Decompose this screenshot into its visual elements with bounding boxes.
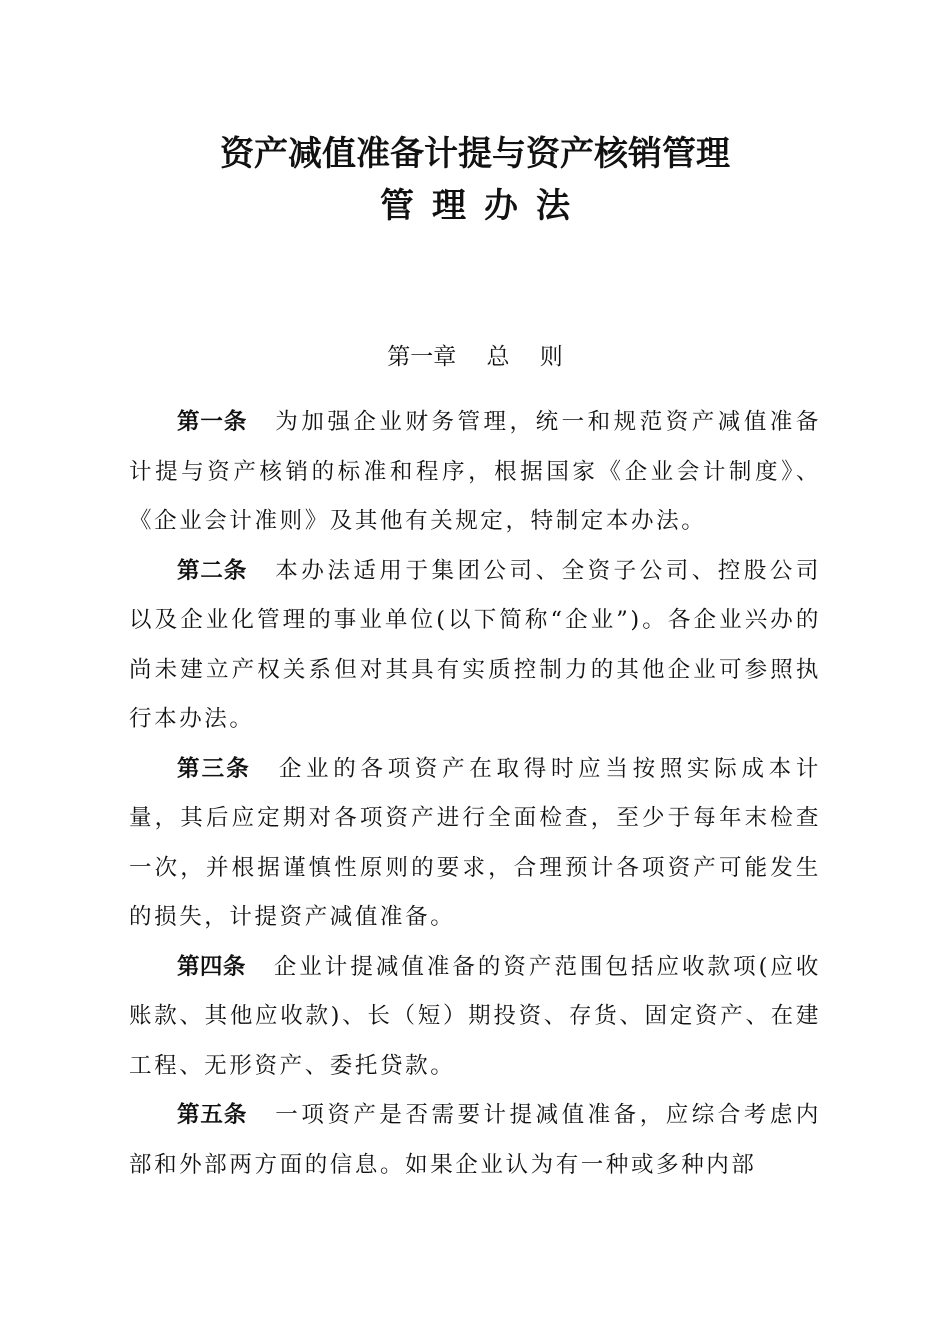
document-body (129, 398, 821, 1190)
article-3 (129, 745, 821, 943)
article-2 (129, 547, 821, 745)
article-text: 企业计提减值准备的资产范围包括应收款项(应收账款、其他应收款)、长（短）期投资、存货、固定资产、在建工程、无形资产、委托贷款。 (129, 953, 821, 1079)
article-label: 第五条 (177, 1102, 248, 1128)
article-text: 企业的各项资产在取得时应当按照实际成本计量，其后应定期对各项资产进行全面检查，至少于每年末检查一次，并根据谨慎性原则的要求，合理预计各项资产可能发生的损失，计提资产减值准备。 (129, 755, 821, 930)
article-5 (129, 1091, 821, 1190)
article-4 (129, 943, 821, 1092)
document-title-line-2: 管理办法 (380, 186, 588, 226)
chapter-heading: 第一章 总 则 (387, 344, 563, 370)
document-title-line-1: 资产减值准备计提与资产核销管理 (220, 134, 730, 174)
article-text: 一项资产是否需要计提减值准备，应综合考虑内部和外部两方面的信息。如果企业认为有一种或多种内部 (129, 1102, 821, 1178)
article-label: 第一条 (177, 409, 248, 435)
article-label: 第二条 (177, 557, 248, 584)
article-text: 为加强企业财务管理，统一和规范资产减值准备计提与资产核销的标准和程序，根据国家《企业会计制度》、《企业会计准则》及其他有关规定，特制定本办法。 (129, 409, 821, 534)
article-1 (129, 398, 821, 547)
article-text: 本办法适用于集团公司、全资子公司、控股公司以及企业化管理的事业单位(以下简称“企业”)。各企业兴办的尚未建立产权关系但对其具有实质控制力的其他企业可参照执行本办法。 (129, 557, 821, 732)
article-label: 第三条 (177, 755, 251, 782)
article-label: 第四条 (177, 953, 246, 980)
